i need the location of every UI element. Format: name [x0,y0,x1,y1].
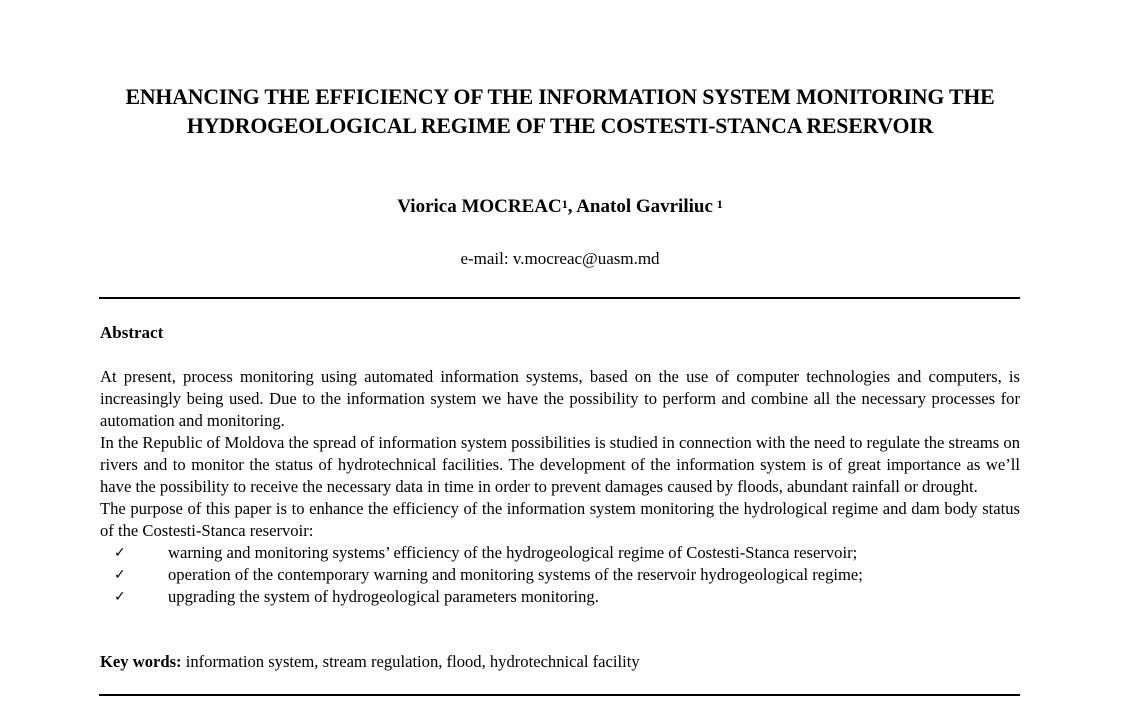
abstract-paragraph: In the Republic of Moldova the spread of information system possibilities is studied in connection with the need to regulate the streams on rivers and to monitor the status of hydrotechnical facilities. The development of the information system is of great importance as we’ll have the possibility to receive the necessary data in time in order to prevent damages caused by floods, abundant rainfall or drought. [100,433,1020,496]
objectives-list [100,542,1020,608]
author-separator: , [567,196,577,217]
divider-bottom [99,694,1020,696]
divider-top [99,297,1020,299]
checkmark-icon: ✓ [114,589,126,605]
keywords-label: Key words: [100,652,182,671]
list-item-text: operation of the contemporary warning and monitoring systems of the reservoir hydrogeological regime; [168,565,863,584]
abstract-paragraph: The purpose of this paper is to enhance the efficiency of the information system monitoring the hydrological regime and dam body status of the Costesti-Stanca reservoir: [100,499,1020,540]
author-affiliation: 1 [561,197,568,211]
list-item [100,564,1020,586]
author-affiliation: 1 [716,197,723,211]
authors-line [100,196,1020,218]
author-name: Anatol Gavriliuc [576,196,713,217]
author-name: Viorica MOCREAC [397,196,562,217]
paper-title: ENHANCING THE EFFICIENCY OF THE INFORMATION SYSTEM MONITORING THE HYDROGEOLOGICAL REGIME OF THE COSTESTI-STANCA RESERVOIR [125,84,995,138]
author-email: e-mail: v.mocreac@uasm.md [460,249,660,268]
keywords-value: information system, stream regulation, flood, hydrotechnical facility [181,652,640,671]
checkmark-icon: ✓ [114,567,126,583]
list-item-text: warning and monitoring systems’ efficiency of the hydrogeological regime of Costesti-Stanca reservoir; [168,543,858,562]
keywords [100,651,1020,673]
checkmark-icon: ✓ [114,545,126,561]
abstract-paragraph: At present, process monitoring using automated information systems, based on the use of computer technologies and computers, is increasingly being used. Due to the information system we have the possibility to perform and combine all the necessary processes for automation and monitoring. [100,367,1020,430]
list-item [100,542,1020,564]
abstract-body [100,366,1020,608]
list-item-text: upgrading the system of hydrogeological parameters monitoring. [168,587,599,606]
list-item [100,586,1020,608]
abstract-heading: Abstract [100,323,164,342]
